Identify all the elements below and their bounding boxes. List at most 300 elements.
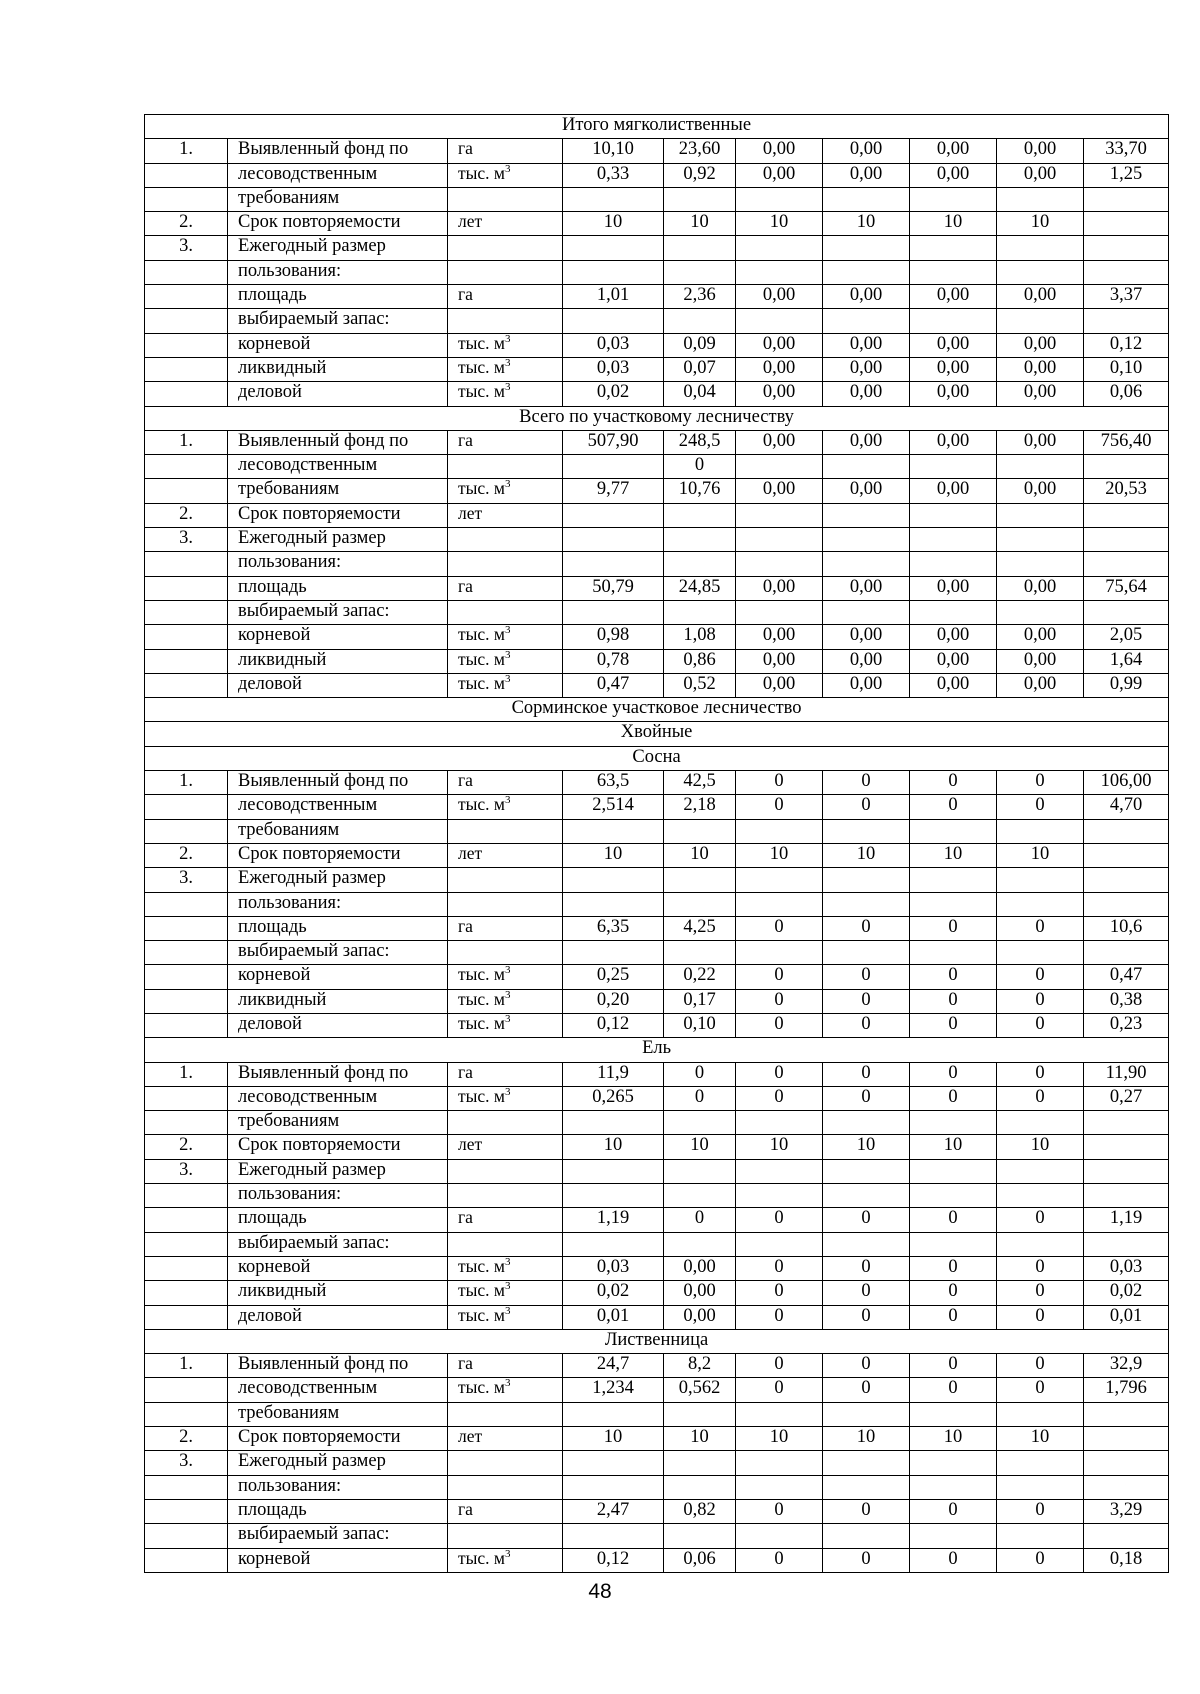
unit-cell: тыс. $м^3$ [448, 989, 563, 1013]
value-cell [997, 941, 1084, 965]
value-cell [997, 819, 1084, 843]
value-cell [910, 819, 997, 843]
indicator-cell: Выявленный фонд по [228, 771, 448, 795]
value-cell [664, 1524, 736, 1548]
item-number-cell [145, 649, 228, 673]
unit-cell [448, 819, 563, 843]
indicator-cell: выбираемый запас: [228, 1524, 448, 1548]
table-row [145, 479, 1169, 503]
value-cell: 0,00 [823, 139, 910, 163]
indicator-cell: требованиям [228, 187, 448, 211]
unit-cell [448, 1524, 563, 1548]
value-cell: 0 [823, 965, 910, 989]
unit-cell: га [448, 916, 563, 940]
table-row [145, 819, 1169, 843]
value-cell [997, 1184, 1084, 1208]
unit-cell [448, 187, 563, 211]
value-cell: 0 [910, 1354, 997, 1378]
total-cell: 106,00 [1084, 771, 1169, 795]
unit-cell: тыс. $м^3$ [448, 1256, 563, 1280]
value-cell: 0 [823, 1378, 910, 1402]
value-cell [563, 1159, 664, 1183]
value-cell: 0 [664, 1086, 736, 1110]
value-cell: 0,98 [563, 625, 664, 649]
value-cell: 10 [910, 1427, 997, 1451]
total-cell [1084, 868, 1169, 892]
indicator-cell: Срок повторяемости [228, 843, 448, 867]
unit-cell: га [448, 139, 563, 163]
unit-cell: тыс. $м^3$ [448, 1013, 563, 1037]
table-row [145, 673, 1169, 697]
unit-cell: тыс. $м^3$ [448, 1548, 563, 1572]
value-cell [563, 1232, 664, 1256]
value-cell: 0 [823, 795, 910, 819]
table-row [145, 1524, 1169, 1548]
value-cell [664, 260, 736, 284]
value-cell [736, 1524, 823, 1548]
value-cell: 0,00 [997, 479, 1084, 503]
value-cell: 0,00 [664, 1305, 736, 1329]
total-cell [1084, 1184, 1169, 1208]
unit-cell: га [448, 1499, 563, 1523]
value-cell: 0 [823, 1281, 910, 1305]
value-cell [997, 236, 1084, 260]
unit-cell: га [448, 430, 563, 454]
value-cell [910, 187, 997, 211]
table-row [145, 1378, 1169, 1402]
value-cell [664, 1184, 736, 1208]
table-row [145, 455, 1169, 479]
value-cell: 0,25 [563, 965, 664, 989]
value-cell: 0,00 [910, 163, 997, 187]
value-cell [823, 1232, 910, 1256]
item-number-cell [145, 916, 228, 940]
value-cell [563, 941, 664, 965]
value-cell: 11,9 [563, 1062, 664, 1086]
value-cell: 0,01 [563, 1305, 664, 1329]
value-cell: 0,12 [563, 1013, 664, 1037]
value-cell [736, 455, 823, 479]
item-number-cell [145, 941, 228, 965]
value-cell: 0 [664, 1062, 736, 1086]
value-cell [910, 1159, 997, 1183]
item-number-cell [145, 576, 228, 600]
value-cell: 24,85 [664, 576, 736, 600]
table-row [145, 382, 1169, 406]
value-cell [823, 552, 910, 576]
value-cell [997, 528, 1084, 552]
indicator-cell: требованиям [228, 479, 448, 503]
unit-cell [448, 236, 563, 260]
value-cell: 10,76 [664, 479, 736, 503]
indicator-cell: ликвидный [228, 1281, 448, 1305]
item-number-cell: 3. [145, 1159, 228, 1183]
value-cell: 0,12 [563, 1548, 664, 1572]
value-cell: 0,00 [910, 285, 997, 309]
value-cell [910, 1402, 997, 1426]
value-cell [997, 600, 1084, 624]
total-cell: 3,37 [1084, 285, 1169, 309]
unit-cell: лет [448, 1427, 563, 1451]
value-cell [736, 503, 823, 527]
value-cell: 0 [997, 1305, 1084, 1329]
value-cell [563, 892, 664, 916]
total-cell: 3,29 [1084, 1499, 1169, 1523]
value-cell: 248,5 [664, 430, 736, 454]
total-cell: 75,64 [1084, 576, 1169, 600]
value-cell: 0,00 [997, 673, 1084, 697]
item-number-cell [145, 187, 228, 211]
value-cell: 0 [910, 916, 997, 940]
value-cell [910, 892, 997, 916]
value-cell: 0 [736, 1208, 823, 1232]
value-cell: 10 [664, 1427, 736, 1451]
value-cell: 10 [664, 212, 736, 236]
value-cell [823, 1402, 910, 1426]
value-cell [910, 600, 997, 624]
value-cell [910, 1232, 997, 1256]
value-cell: 0,00 [997, 576, 1084, 600]
unit-cell [448, 892, 563, 916]
value-cell: 0,00 [997, 382, 1084, 406]
unit-cell [448, 1402, 563, 1426]
value-cell [563, 1111, 664, 1135]
value-cell: 0,00 [910, 139, 997, 163]
value-cell: 0 [823, 1208, 910, 1232]
value-cell [823, 941, 910, 965]
item-number-cell: 1. [145, 1062, 228, 1086]
indicator-cell: площадь [228, 1208, 448, 1232]
value-cell: 0,17 [664, 989, 736, 1013]
value-cell: 2,514 [563, 795, 664, 819]
value-cell: 0 [910, 795, 997, 819]
total-cell [1084, 503, 1169, 527]
item-number-cell: 2. [145, 1427, 228, 1451]
unit-cell [448, 455, 563, 479]
indicator-cell: Ежегодный размер [228, 1159, 448, 1183]
value-cell [736, 260, 823, 284]
value-cell [823, 892, 910, 916]
value-cell [910, 1475, 997, 1499]
unit-cell: тыс. $м^3$ [448, 649, 563, 673]
value-cell: 0 [736, 1086, 823, 1110]
table-row [145, 1062, 1169, 1086]
value-cell: 0,20 [563, 989, 664, 1013]
value-cell [563, 1524, 664, 1548]
total-cell: 2,05 [1084, 625, 1169, 649]
value-cell: 0 [736, 1548, 823, 1572]
table-row [145, 795, 1169, 819]
value-cell: 10 [823, 843, 910, 867]
unit-cell: тыс. $м^3$ [448, 965, 563, 989]
value-cell: 0,00 [910, 382, 997, 406]
item-number-cell [145, 1499, 228, 1523]
value-cell: 0,03 [563, 333, 664, 357]
total-cell: 20,53 [1084, 479, 1169, 503]
item-number-cell [145, 455, 228, 479]
indicator-cell: Ежегодный размер [228, 236, 448, 260]
unit-cell: га [448, 1062, 563, 1086]
value-cell [997, 1159, 1084, 1183]
indicator-cell: Ежегодный размер [228, 528, 448, 552]
value-cell [910, 503, 997, 527]
item-number-cell [145, 1281, 228, 1305]
indicator-cell: требованиям [228, 1111, 448, 1135]
total-cell [1084, 455, 1169, 479]
indicator-cell: выбираемый запас: [228, 1232, 448, 1256]
value-cell: 0 [736, 916, 823, 940]
value-cell: 0,52 [664, 673, 736, 697]
unit-cell: тыс. $м^3$ [448, 1086, 563, 1110]
value-cell [823, 600, 910, 624]
value-cell: 0,06 [664, 1548, 736, 1572]
section-header-row [145, 1329, 1169, 1353]
value-cell: 0 [997, 989, 1084, 1013]
table-row [145, 1159, 1169, 1183]
value-cell [736, 1402, 823, 1426]
total-cell: 0,99 [1084, 673, 1169, 697]
section-header-row [145, 406, 1169, 430]
indicator-cell: площадь [228, 1499, 448, 1523]
value-cell [736, 1475, 823, 1499]
page-number: 48 [588, 1580, 612, 1603]
value-cell: 0 [910, 1378, 997, 1402]
total-cell: 10,6 [1084, 916, 1169, 940]
value-cell: 23,60 [664, 139, 736, 163]
value-cell: 0,00 [823, 649, 910, 673]
value-cell [910, 260, 997, 284]
indicator-cell: деловой [228, 1305, 448, 1329]
value-cell [997, 868, 1084, 892]
unit-cell: тыс. $м^3$ [448, 357, 563, 381]
unit-cell [448, 1184, 563, 1208]
total-cell: 0,06 [1084, 382, 1169, 406]
unit-cell [448, 260, 563, 284]
section-header: Итого мягколиственные [145, 115, 1169, 139]
value-cell: 0,02 [563, 382, 664, 406]
value-cell [563, 552, 664, 576]
total-cell: 0,01 [1084, 1305, 1169, 1329]
value-cell: 507,90 [563, 430, 664, 454]
total-cell: 0,03 [1084, 1256, 1169, 1280]
value-cell: 10 [997, 1427, 1084, 1451]
value-cell [664, 552, 736, 576]
value-cell: 10 [736, 1427, 823, 1451]
table-row [145, 1427, 1169, 1451]
unit-cell [448, 528, 563, 552]
indicator-cell: корневой [228, 1256, 448, 1280]
value-cell: 0,86 [664, 649, 736, 673]
value-cell: 0,00 [997, 649, 1084, 673]
table-row [145, 1232, 1169, 1256]
table-row [145, 1354, 1169, 1378]
unit-cell [448, 1232, 563, 1256]
value-cell: 10 [997, 212, 1084, 236]
total-cell: 756,40 [1084, 430, 1169, 454]
total-cell [1084, 819, 1169, 843]
value-cell: 0 [736, 1062, 823, 1086]
indicator-cell: выбираемый запас: [228, 309, 448, 333]
value-cell: 0 [997, 1086, 1084, 1110]
item-number-cell: 3. [145, 1451, 228, 1475]
item-number-cell [145, 600, 228, 624]
unit-cell [448, 941, 563, 965]
item-number-cell: 3. [145, 528, 228, 552]
item-number-cell [145, 1111, 228, 1135]
value-cell [736, 552, 823, 576]
value-cell: 10 [736, 843, 823, 867]
unit-cell: га [448, 1208, 563, 1232]
value-cell: 0,00 [910, 430, 997, 454]
value-cell [563, 1402, 664, 1426]
value-cell [910, 552, 997, 576]
value-cell [910, 941, 997, 965]
value-cell: 0 [736, 795, 823, 819]
value-cell: 0,47 [563, 673, 664, 697]
item-number-cell [145, 1256, 228, 1280]
value-cell: 10 [563, 212, 664, 236]
value-cell: 1,19 [563, 1208, 664, 1232]
indicator-cell: лесоводственным [228, 795, 448, 819]
value-cell: 0,00 [736, 625, 823, 649]
item-number-cell [145, 1013, 228, 1037]
value-cell [563, 455, 664, 479]
value-cell [910, 309, 997, 333]
value-cell: 0 [664, 1208, 736, 1232]
table-row [145, 309, 1169, 333]
total-cell [1084, 187, 1169, 211]
value-cell [736, 1232, 823, 1256]
total-cell: 4,70 [1084, 795, 1169, 819]
value-cell: 0,00 [997, 139, 1084, 163]
total-cell: 0,23 [1084, 1013, 1169, 1037]
value-cell [563, 187, 664, 211]
value-cell [997, 1402, 1084, 1426]
item-number-cell: 1. [145, 1354, 228, 1378]
indicator-cell: Выявленный фонд по [228, 139, 448, 163]
value-cell: 0 [997, 965, 1084, 989]
total-cell: 0,47 [1084, 965, 1169, 989]
value-cell: 0,00 [736, 576, 823, 600]
value-cell: 10 [736, 212, 823, 236]
value-cell [823, 503, 910, 527]
value-cell: 10,10 [563, 139, 664, 163]
value-cell: 10 [910, 843, 997, 867]
table-row [145, 430, 1169, 454]
section-header: Хвойные [145, 722, 1169, 746]
total-cell [1084, 1451, 1169, 1475]
unit-cell [448, 600, 563, 624]
table-row [145, 989, 1169, 1013]
table-row [145, 236, 1169, 260]
value-cell: 0 [823, 1354, 910, 1378]
value-cell [823, 1184, 910, 1208]
value-cell [664, 309, 736, 333]
value-cell [997, 503, 1084, 527]
value-cell: 0,03 [563, 357, 664, 381]
value-cell [736, 1159, 823, 1183]
value-cell: 0,09 [664, 333, 736, 357]
item-number-cell [145, 309, 228, 333]
table-row [145, 1451, 1169, 1475]
value-cell: 0,562 [664, 1378, 736, 1402]
value-cell: 0 [997, 1378, 1084, 1402]
table-row [145, 600, 1169, 624]
value-cell [664, 892, 736, 916]
unit-cell [448, 309, 563, 333]
item-number-cell [145, 1208, 228, 1232]
value-cell: 0 [823, 1062, 910, 1086]
indicator-cell: пользования: [228, 892, 448, 916]
total-cell [1084, 236, 1169, 260]
value-cell: 0 [997, 1013, 1084, 1037]
section-header-row [145, 698, 1169, 722]
item-number-cell [145, 625, 228, 649]
value-cell [563, 1184, 664, 1208]
item-number-cell [145, 1475, 228, 1499]
value-cell [997, 1524, 1084, 1548]
value-cell: 0,00 [910, 673, 997, 697]
indicator-cell: пользования: [228, 1475, 448, 1499]
value-cell: 10 [823, 1427, 910, 1451]
unit-cell: тыс. $м^3$ [448, 382, 563, 406]
value-cell [997, 892, 1084, 916]
value-cell: 0 [910, 1208, 997, 1232]
total-cell [1084, 941, 1169, 965]
item-number-cell: 2. [145, 212, 228, 236]
unit-cell [448, 1475, 563, 1499]
unit-cell [448, 1111, 563, 1135]
value-cell [736, 819, 823, 843]
value-cell [823, 309, 910, 333]
value-cell: 0 [910, 989, 997, 1013]
table-row [145, 163, 1169, 187]
value-cell [997, 187, 1084, 211]
table-row [145, 1208, 1169, 1232]
value-cell [910, 1524, 997, 1548]
total-cell [1084, 1159, 1169, 1183]
unit-cell: лет [448, 212, 563, 236]
total-cell: 1,64 [1084, 649, 1169, 673]
value-cell [823, 1111, 910, 1135]
item-number-cell [145, 1524, 228, 1548]
value-cell [997, 1451, 1084, 1475]
value-cell [910, 868, 997, 892]
value-cell: 0 [823, 989, 910, 1013]
indicator-cell: деловой [228, 1013, 448, 1037]
item-number-cell [145, 285, 228, 309]
total-cell: 0,18 [1084, 1548, 1169, 1572]
total-cell: 1,19 [1084, 1208, 1169, 1232]
value-cell: 0,10 [664, 1013, 736, 1037]
value-cell: 0,00 [823, 430, 910, 454]
value-cell: 0,00 [997, 163, 1084, 187]
value-cell: 0,04 [664, 382, 736, 406]
value-cell [736, 868, 823, 892]
value-cell [664, 528, 736, 552]
table-row [145, 771, 1169, 795]
value-cell: 0 [736, 1256, 823, 1280]
value-cell: 0 [736, 1013, 823, 1037]
unit-cell: га [448, 576, 563, 600]
total-cell [1084, 1475, 1169, 1499]
indicator-cell: корневой [228, 1548, 448, 1572]
section-header-row [145, 115, 1169, 139]
table-row [145, 1256, 1169, 1280]
total-cell: 0,12 [1084, 333, 1169, 357]
total-cell: 0,02 [1084, 1281, 1169, 1305]
indicator-cell: лесоводственным [228, 1378, 448, 1402]
